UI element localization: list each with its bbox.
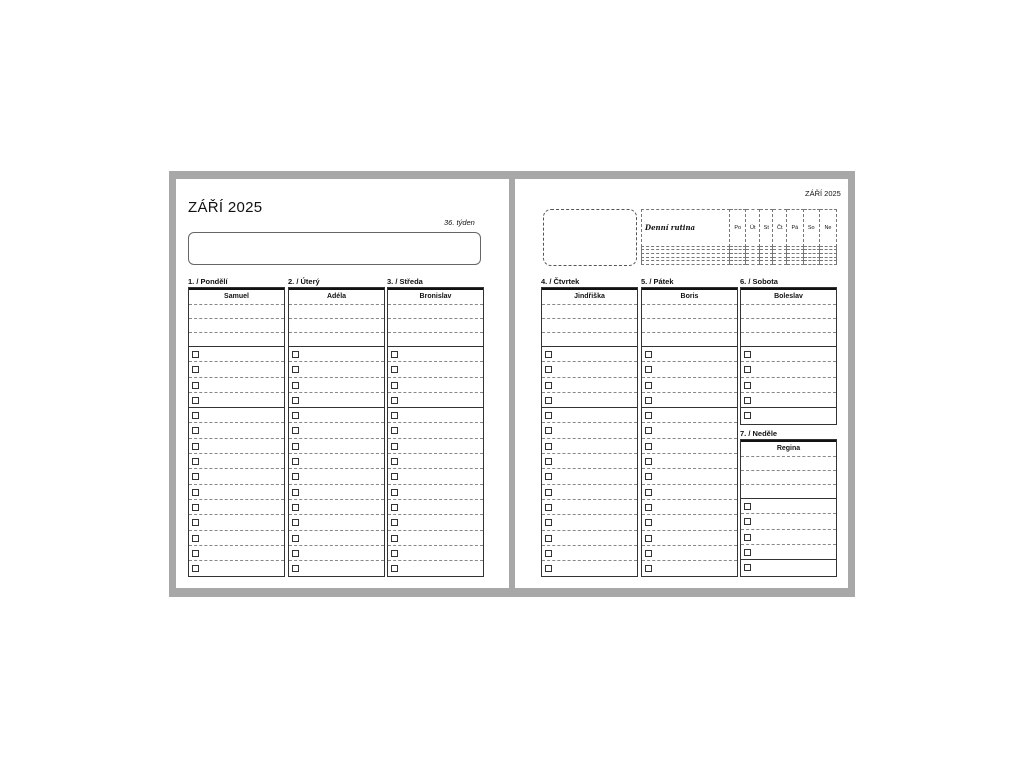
task-row[interactable] — [388, 407, 483, 422]
note-line[interactable] — [542, 304, 637, 318]
routine-title: Denní rutina — [642, 210, 730, 247]
task-row[interactable] — [741, 498, 836, 513]
note-line[interactable] — [289, 318, 384, 332]
note-line[interactable] — [189, 304, 284, 318]
task-row[interactable] — [542, 407, 637, 422]
task-row[interactable] — [542, 438, 637, 453]
checkbox-icon[interactable] — [744, 351, 751, 358]
task-row[interactable] — [642, 560, 737, 575]
task-row[interactable] — [542, 530, 637, 545]
checkbox-icon[interactable] — [292, 473, 299, 480]
checkbox-icon[interactable] — [192, 382, 199, 389]
task-row[interactable] — [741, 361, 836, 376]
checkbox-icon[interactable] — [391, 565, 398, 572]
task-row[interactable] — [189, 484, 284, 499]
checkbox-icon[interactable] — [391, 519, 398, 526]
checkbox-icon[interactable] — [292, 412, 299, 419]
note-line[interactable] — [289, 332, 384, 346]
task-row[interactable] — [289, 545, 384, 560]
task-row[interactable] — [542, 361, 637, 376]
checkbox-icon[interactable] — [645, 550, 652, 557]
checkbox-icon[interactable] — [645, 443, 652, 450]
task-row[interactable] — [642, 453, 737, 468]
task-row[interactable] — [542, 468, 637, 483]
task-row[interactable] — [289, 361, 384, 376]
task-row[interactable] — [642, 407, 737, 422]
task-row[interactable] — [542, 560, 637, 575]
checkbox-icon[interactable] — [391, 535, 398, 542]
checkbox-icon[interactable] — [192, 366, 199, 373]
checkbox-icon[interactable] — [645, 458, 652, 465]
checkbox-icon[interactable] — [744, 397, 751, 404]
routine-day-st: St — [760, 210, 773, 247]
checkbox-icon[interactable] — [192, 550, 199, 557]
day-name: Bronislav — [388, 288, 483, 304]
note-line[interactable] — [642, 318, 737, 332]
task-row[interactable] — [388, 514, 483, 529]
checkbox-icon[interactable] — [645, 382, 652, 389]
task-row[interactable] — [388, 377, 483, 392]
checkbox-icon[interactable] — [292, 351, 299, 358]
day-column — [188, 287, 285, 577]
checkbox-icon[interactable] — [391, 458, 398, 465]
checkbox-icon[interactable] — [192, 412, 199, 419]
checkbox-icon[interactable] — [292, 519, 299, 526]
task-row[interactable] — [289, 407, 384, 422]
checkbox-icon[interactable] — [391, 382, 398, 389]
task-row[interactable] — [388, 361, 483, 376]
day-column — [288, 287, 385, 577]
day-heading-3: 3. / Středa — [387, 277, 423, 286]
note-line[interactable] — [289, 304, 384, 318]
checkbox-icon[interactable] — [292, 458, 299, 465]
checkbox-icon[interactable] — [645, 412, 652, 419]
checkbox-icon[interactable] — [292, 382, 299, 389]
checkbox-icon[interactable] — [645, 397, 652, 404]
checkbox-icon[interactable] — [545, 382, 552, 389]
checkbox-icon[interactable] — [292, 565, 299, 572]
task-row[interactable] — [642, 545, 737, 560]
checkbox-icon[interactable] — [744, 382, 751, 389]
checkbox-icon[interactable] — [192, 535, 199, 542]
task-row[interactable] — [189, 361, 284, 376]
checkbox-icon[interactable] — [545, 489, 552, 496]
task-row[interactable] — [189, 560, 284, 575]
checkbox-icon[interactable] — [545, 473, 552, 480]
checkbox-icon[interactable] — [645, 535, 652, 542]
note-line[interactable] — [388, 304, 483, 318]
note-line[interactable] — [542, 332, 637, 346]
task-row[interactable] — [542, 422, 637, 437]
day-heading-1: 1. / Pondělí — [188, 277, 228, 286]
checkbox-icon[interactable] — [744, 518, 751, 525]
day-column — [740, 439, 837, 577]
task-row[interactable] — [388, 530, 483, 545]
task-row[interactable] — [289, 453, 384, 468]
checkbox-icon[interactable] — [545, 458, 552, 465]
checkbox-icon[interactable] — [645, 504, 652, 511]
notes-box[interactable] — [188, 232, 481, 265]
task-row[interactable] — [289, 560, 384, 575]
task-row[interactable] — [289, 422, 384, 437]
day-column — [740, 287, 837, 425]
task-row[interactable] — [388, 453, 483, 468]
day-name: Adéla — [289, 288, 384, 304]
task-row[interactable] — [189, 377, 284, 392]
checkbox-icon[interactable] — [192, 489, 199, 496]
task-row[interactable] — [289, 484, 384, 499]
checkbox-icon[interactable] — [391, 550, 398, 557]
task-row[interactable] — [642, 438, 737, 453]
task-row[interactable] — [289, 377, 384, 392]
task-row[interactable] — [189, 468, 284, 483]
checkbox-icon[interactable] — [391, 443, 398, 450]
task-row[interactable] — [542, 514, 637, 529]
routine-day-ct: Čt — [773, 210, 787, 247]
task-row[interactable] — [642, 468, 737, 483]
checkbox-icon[interactable] — [292, 427, 299, 434]
task-row[interactable] — [388, 560, 483, 575]
photo-box[interactable] — [543, 209, 637, 266]
day-column — [541, 287, 638, 577]
task-row[interactable] — [642, 377, 737, 392]
checkbox-icon[interactable] — [391, 351, 398, 358]
task-row[interactable] — [189, 438, 284, 453]
day-column — [387, 287, 484, 577]
checkbox-icon[interactable] — [292, 504, 299, 511]
checkbox-icon[interactable] — [645, 489, 652, 496]
daily-routine-table — [641, 209, 837, 265]
note-line[interactable] — [189, 318, 284, 332]
task-row[interactable] — [189, 545, 284, 560]
task-row[interactable] — [388, 438, 483, 453]
checkbox-icon[interactable] — [292, 366, 299, 373]
day-heading-4: 4. / Čtvrtek — [541, 277, 580, 286]
task-row[interactable] — [542, 484, 637, 499]
task-row[interactable] — [388, 468, 483, 483]
checkbox-icon[interactable] — [192, 458, 199, 465]
checkbox-icon[interactable] — [545, 427, 552, 434]
month-title: ZÁŘÍ 2025 — [188, 199, 263, 216]
checkbox-icon[interactable] — [645, 565, 652, 572]
task-row[interactable] — [642, 499, 737, 514]
note-line[interactable] — [741, 484, 836, 498]
note-line[interactable] — [189, 332, 284, 346]
day-heading-7: 7. / Neděle — [740, 429, 778, 438]
task-row[interactable] — [388, 545, 483, 560]
task-row[interactable] — [741, 377, 836, 392]
task-row[interactable] — [289, 530, 384, 545]
task-row[interactable] — [542, 499, 637, 514]
day-heading-5: 5. / Pátek — [641, 277, 674, 286]
day-name: Jindřiška — [542, 288, 637, 304]
checkbox-icon[interactable] — [391, 397, 398, 404]
checkbox-icon[interactable] — [545, 535, 552, 542]
checkbox-icon[interactable] — [192, 519, 199, 526]
task-row[interactable] — [542, 377, 637, 392]
checkbox-icon[interactable] — [645, 473, 652, 480]
task-row[interactable] — [189, 530, 284, 545]
checkbox-icon[interactable] — [545, 397, 552, 404]
note-line[interactable] — [388, 318, 483, 332]
note-line[interactable] — [741, 304, 836, 318]
task-row[interactable] — [741, 346, 836, 361]
task-row[interactable] — [642, 514, 737, 529]
task-row[interactable] — [741, 544, 836, 559]
checkbox-icon[interactable] — [292, 397, 299, 404]
note-line[interactable] — [741, 332, 836, 346]
note-line[interactable] — [741, 318, 836, 332]
day-name: Boleslav — [741, 288, 836, 304]
task-row[interactable] — [642, 422, 737, 437]
checkbox-icon[interactable] — [744, 503, 751, 510]
checkbox-icon[interactable] — [292, 443, 299, 450]
routine-day-po: Po — [730, 210, 746, 247]
checkbox-icon[interactable] — [645, 519, 652, 526]
task-row[interactable] — [741, 407, 836, 422]
task-row[interactable] — [388, 499, 483, 514]
checkbox-icon[interactable] — [391, 489, 398, 496]
task-row[interactable] — [189, 422, 284, 437]
task-row[interactable] — [289, 392, 384, 407]
checkbox-icon[interactable] — [192, 443, 199, 450]
task-row[interactable] — [189, 346, 284, 361]
routine-day-ne: Ne — [819, 210, 836, 247]
week-label: 36. týden — [444, 218, 475, 227]
routine-day-pa: Pá — [787, 210, 803, 247]
task-row[interactable] — [741, 559, 836, 574]
task-row[interactable] — [388, 346, 483, 361]
checkbox-icon[interactable] — [192, 565, 199, 572]
task-row[interactable] — [189, 392, 284, 407]
day-column — [641, 287, 738, 577]
checkbox-icon[interactable] — [744, 564, 751, 571]
task-row[interactable] — [642, 346, 737, 361]
task-row[interactable] — [642, 361, 737, 376]
task-row[interactable] — [642, 530, 737, 545]
task-row[interactable] — [388, 392, 483, 407]
checkbox-icon[interactable] — [292, 535, 299, 542]
checkbox-icon[interactable] — [645, 427, 652, 434]
task-row[interactable] — [542, 392, 637, 407]
checkbox-icon[interactable] — [545, 366, 552, 373]
day-name: Regina — [741, 440, 836, 456]
checkbox-icon[interactable] — [744, 412, 751, 419]
checkbox-icon[interactable] — [645, 366, 652, 373]
checkbox-icon[interactable] — [744, 549, 751, 556]
task-row[interactable] — [289, 346, 384, 361]
checkbox-icon[interactable] — [192, 473, 199, 480]
checkbox-icon[interactable] — [391, 504, 398, 511]
day-heading-2: 2. / Úterý — [288, 277, 320, 286]
task-row[interactable] — [741, 529, 836, 544]
checkbox-icon[interactable] — [391, 412, 398, 419]
task-row[interactable] — [741, 392, 836, 407]
checkbox-icon[interactable] — [192, 504, 199, 511]
checkbox-icon[interactable] — [292, 489, 299, 496]
note-line[interactable] — [642, 304, 737, 318]
task-row[interactable] — [542, 453, 637, 468]
task-row[interactable] — [189, 453, 284, 468]
task-row[interactable] — [642, 484, 737, 499]
checkbox-icon[interactable] — [744, 366, 751, 373]
task-row[interactable] — [189, 514, 284, 529]
checkbox-icon[interactable] — [545, 550, 552, 557]
checkbox-icon[interactable] — [545, 504, 552, 511]
note-line[interactable] — [542, 318, 637, 332]
task-row[interactable] — [388, 484, 483, 499]
header-month: ZÁŘÍ 2025 — [805, 189, 841, 198]
checkbox-icon[interactable] — [545, 443, 552, 450]
task-row[interactable] — [741, 513, 836, 528]
note-line[interactable] — [642, 332, 737, 346]
task-row[interactable] — [289, 438, 384, 453]
task-row[interactable] — [289, 468, 384, 483]
checkbox-icon[interactable] — [545, 412, 552, 419]
checkbox-icon[interactable] — [391, 473, 398, 480]
checkbox-icon[interactable] — [645, 351, 652, 358]
note-line[interactable] — [741, 456, 836, 470]
checkbox-icon[interactable] — [744, 534, 751, 541]
routine-day-so: So — [803, 210, 819, 247]
task-row[interactable] — [289, 514, 384, 529]
day-name: Samuel — [189, 288, 284, 304]
checkbox-icon[interactable] — [545, 565, 552, 572]
checkbox-icon[interactable] — [391, 427, 398, 434]
task-row[interactable] — [189, 407, 284, 422]
task-row[interactable] — [189, 499, 284, 514]
task-row[interactable] — [542, 545, 637, 560]
checkbox-icon[interactable] — [545, 351, 552, 358]
checkbox-icon[interactable] — [292, 550, 299, 557]
checkbox-icon[interactable] — [192, 351, 199, 358]
checkbox-icon[interactable] — [192, 397, 199, 404]
note-line[interactable] — [388, 332, 483, 346]
task-row[interactable] — [388, 422, 483, 437]
checkbox-icon[interactable] — [545, 519, 552, 526]
routine-day-ut: Út — [746, 210, 760, 247]
note-line[interactable] — [741, 470, 836, 484]
task-row[interactable] — [289, 499, 384, 514]
day-heading-6: 6. / Sobota — [740, 277, 778, 286]
day-name: Boris — [642, 288, 737, 304]
checkbox-icon[interactable] — [391, 366, 398, 373]
task-row[interactable] — [642, 392, 737, 407]
task-row[interactable] — [542, 346, 637, 361]
checkbox-icon[interactable] — [192, 427, 199, 434]
